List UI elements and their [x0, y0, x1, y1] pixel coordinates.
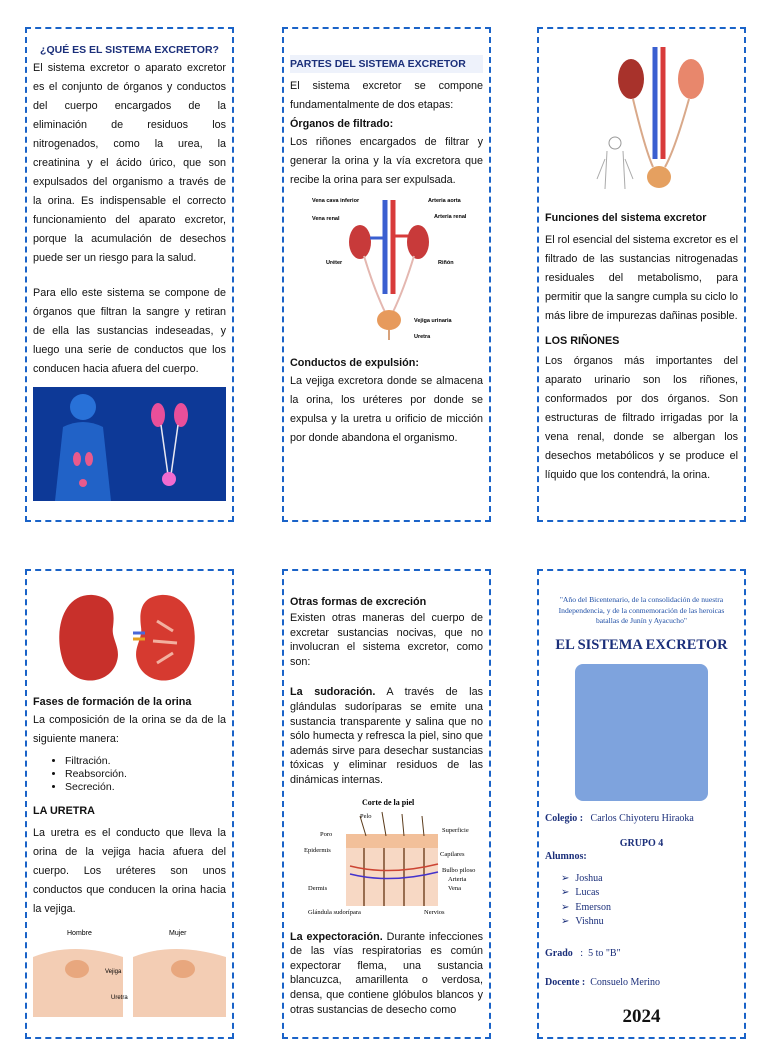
label-mujer: Mujer: [169, 930, 187, 937]
uretra-title: LA URETRA: [33, 805, 95, 817]
urinary-system-diagram: [290, 194, 483, 346]
alumnos-label: Alumnos:: [545, 850, 587, 862]
label-vena: Vena: [448, 884, 461, 892]
uretra-text: La uretra es el conducto que lleva la orina de la vejiga hacia afuera del cuerpo. Los uréteres son unos conductos que conducen la orina hacia la vejiga.: [33, 827, 226, 915]
cover-title: EL SISTEMA EXCRETOR: [555, 636, 728, 653]
expectoracion-text: Durante infecciones de las vías respiratorias es común expectorar flema, una sustancia blancuzca, amarillenta o verdosa, densa, que contiene glóbulos blancos y otras sustancias de desecho como: [290, 930, 483, 1016]
alumno-item: ➢ Joshua: [561, 872, 738, 887]
panel-fases: [25, 569, 234, 1039]
grado-label: Grado: [545, 947, 573, 959]
otras-text: Existen otras maneras del cuerpo de excretar sustancias nocivas, que no involucran el sistema excretor, como son:: [290, 612, 483, 668]
label-dermis: Dermis: [308, 884, 328, 892]
fase-item: • Secreción.: [65, 781, 226, 794]
fases-list: [33, 755, 226, 794]
label-arteria-renal: Arteria renal: [434, 214, 467, 220]
expulsion-text: La vejiga excretora donde se almacena la orina, los uréteres por donde se expulsa y la uretra u orificio de micción por donde abandona el organismo.: [290, 375, 483, 444]
fase-item: • Filtración.: [65, 755, 226, 768]
grado-value: 5 to "B": [588, 947, 621, 959]
label-capilares: Capilares: [440, 850, 465, 858]
alumno-item: ➢ Emerson: [561, 901, 738, 916]
otras-title: Otras formas de excreción: [290, 596, 427, 608]
label-vejiga: Vejiga urinaria: [414, 318, 452, 324]
rinones-text: Los órganos más importantes del aparato urinario son los riñones, conformados por dos órganos. Son estructuras de filtrado irrigadas por la vena renal, donde se albergan los desechos metabólicos y se produce el líquido que los contendrá, la orina.: [545, 355, 738, 481]
grado-line: Grado : 5 to "B": [545, 947, 621, 959]
grupo-label: GRUPO 4: [619, 837, 664, 849]
heading-que-es: ¿QUÉ ES EL SISTEMA EXCRETOR?: [40, 44, 219, 56]
label-epidermis: Epidermis: [304, 846, 331, 854]
body-kidney-image: [33, 387, 226, 501]
label-vena-renal: Vena renal: [312, 216, 340, 222]
cover-year: 2024: [622, 1005, 661, 1027]
expulsion-title: Conductos de expulsión:: [290, 357, 419, 369]
funciones-title: Funciones del sistema excretor: [545, 212, 707, 224]
alumno-item: ➢ Lucas: [561, 886, 738, 901]
label-poro: Poro: [320, 830, 333, 838]
urethra-comparison-image: [33, 927, 226, 1017]
docente-label: Docente :: [545, 976, 586, 988]
label-uretra-fig: Uretra: [111, 995, 128, 1001]
panel-partes: [282, 27, 491, 522]
label-ureter: Uréter: [326, 260, 343, 266]
heading-partes: PARTES DEL SISTEMA EXCRETOR: [290, 55, 483, 73]
panel-funciones: [537, 27, 746, 522]
panel-que-es: [25, 27, 234, 522]
sudoracion-title: La sudoración.: [290, 686, 376, 699]
panel-otras-formas: [282, 569, 491, 1039]
label-vejiga-fig: Vejiga: [105, 969, 122, 975]
expectoracion-para: [290, 930, 483, 1018]
panel-cover: [537, 569, 746, 1039]
kidney-anatomy-image: [545, 39, 738, 197]
para-definicion: El sistema excretor o aparato excretor es el conjunto de órganos y conductos del cuerpo encargados de la eliminación de residuos los nitrogenados, como la urea, la creatinina y el ácido úrico, que son expulsados del organismo a través de la orina. Es indispensable el correcto funcionamiento del aparato excretor, porque la acumulación de desechos puede ser un riesgo para la salud.: [33, 62, 226, 264]
label-arteria-aorta: Arteria aorta: [428, 198, 461, 204]
colegio-line: [545, 813, 738, 824]
docente-value: Consuelo Merino: [590, 976, 660, 988]
label-rinon: Riñón: [438, 260, 454, 266]
cover-note: "Año del Bicentenario, de la consolidación de nuestra Independencia, y de la conmemoración de las heroicas batallas de Junín y Ayacucho": [558, 595, 725, 625]
alumno-item: ➢ Vishnu: [561, 915, 738, 930]
label-uretra: Uretra: [414, 334, 431, 340]
label-vena-cava: Vena cava inferior: [312, 198, 360, 204]
kidney-cross-section-image: [33, 581, 226, 691]
funciones-text: El rol esencial del sistema excretor es el filtrado de las sustancias nitrogenadas residuales del metabolismo, para permitir que la sangre cumpla su ciclo lo más libre de impurezas dañinas posible.: [545, 234, 738, 322]
filtrado-title: Órganos de filtrado:: [290, 118, 394, 130]
label-arteria: Arteria: [448, 875, 467, 883]
para-composicion: Para ello este sistema se compone de órganos que filtran la sangre y retiran de ella las sustancias indeseadas, y luego una serie de conductos que los conducen hacia afuera del cuerpo.: [33, 287, 226, 375]
skin-section-diagram: [290, 796, 483, 924]
fase-item: • Reabsorción.: [65, 768, 226, 781]
label-hombre: Hombre: [67, 930, 92, 937]
colegio-label: Colegio :: [545, 812, 584, 824]
label-superficie: Superficie: [442, 826, 469, 834]
sudoracion-para: [290, 685, 483, 787]
para-intro-partes: El sistema excretor se compone fundamentalmente de dos etapas:: [290, 80, 483, 111]
label-nervios: Nervios: [424, 908, 445, 916]
alumnos-list: [545, 872, 738, 930]
sudoracion-text: A través de las glándulas sudoríparas se emite una sustancia transparente y salina que no sólo humecta y refresca la piel, sino que además sirve para desechar sustancias tóxicas y eliminar residuos de las dinámicas internas.: [290, 686, 483, 786]
fases-text: La composición de la orina se da de la siguiente manera:: [33, 714, 226, 745]
label-corte-piel: Corte de la piel: [362, 797, 415, 807]
docente-line: [545, 977, 738, 988]
colegio-value: Carlos Chiyoteru Hiraoka: [590, 812, 694, 824]
label-glandula: Glándula sudorípara: [308, 908, 361, 916]
cover-image-placeholder: [575, 664, 708, 801]
filtrado-text: Los riñones encargados de filtrar y generar la orina y la vía excretora que recibe la orina para ser expulsada.: [290, 136, 483, 186]
rinones-title: LOS RIÑONES: [545, 335, 620, 347]
label-bulbo: Bulbo piloso: [442, 866, 476, 874]
expectoracion-title: La expectoración.: [290, 930, 383, 943]
label-pelo: Pelo: [360, 812, 372, 820]
fases-title: Fases de formación de la orina: [33, 696, 192, 708]
